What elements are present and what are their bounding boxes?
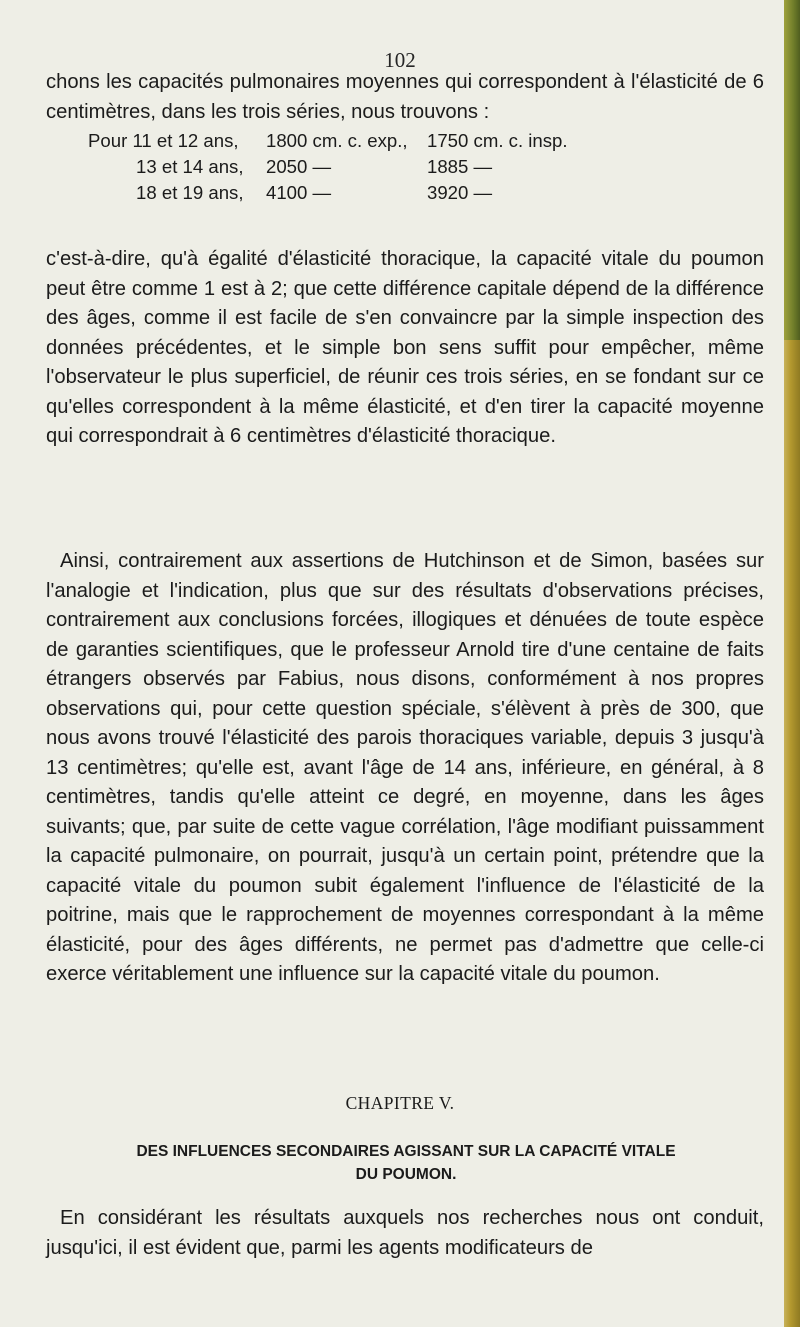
table-cell-insp: 1885 — xyxy=(427,156,493,177)
table-cell-exp: 4100 — xyxy=(266,182,332,203)
table-cell-exp: 2050 — xyxy=(266,156,332,177)
table-cell-ages: 18 et 19 ans, xyxy=(136,182,244,203)
paragraph-block-2 xyxy=(46,245,764,452)
opening-paragraph: chons les capacités pulmonaires moyennes qui correspondent à l'élasticité de 6 centimètres, dans les trois séries, nous trouvons : xyxy=(46,71,764,123)
table-cell-insp: 1750 cm. c. insp. xyxy=(427,130,568,151)
chapter-label: CHAPITRE V. xyxy=(345,1093,455,1113)
page-number: 102 xyxy=(384,48,416,72)
paragraph: c'est-à-dire, qu'à égalité d'élasticité thoracique, la capacité vitale du poumon peut être comme 1 est à 2; que cette différence capitale dépend de la différence des âges, comme il est facile de s'en convaincre par la simple inspection des données précédentes, et le simple bon sens suffit pour empêcher, même l'observateur le plus superficiel, de réunir ces trois séries, en se fondant sur ce qu'elles correspondent à la même élasticité, et d'en tirer la capacité moyenne qui correspondrait à 6 centimètres d'élasticité thoracique. xyxy=(46,248,764,447)
table-cell-ages: Pour 11 et 12 ans, xyxy=(88,130,239,151)
opening-paragraph-block xyxy=(46,68,764,127)
table-cell-insp: 3920 — xyxy=(427,182,493,203)
paragraph: En considérant les résultats auxquels nos recherches nous ont conduit, jusqu'ici, il est évident que, parmi les agents modificateurs de xyxy=(46,1207,764,1259)
table-cell-exp: 1800 cm. c. exp., xyxy=(266,130,408,151)
table-cell-ages: 13 et 14 ans, xyxy=(136,156,244,177)
table-row xyxy=(88,128,688,154)
paragraph-block-4 xyxy=(46,1204,764,1263)
chapter-heading-continued: DU POUMON. xyxy=(355,1166,457,1183)
chapter-heading: DES INFLUENCES SECONDAIRES AGISSANT SUR LA CAPACITÉ VITALE xyxy=(136,1143,676,1160)
paragraph: Ainsi, contrairement aux assertions de Hutchinson et de Simon, basées sur l'analogie et l'indication, plus que sur des résultats d'observations précises, contrairement aux conclusions forcées, illogiques et dénuées de toute espèce de garanties scientifiques, que le professeur Arnold tire d'une centaine de faits étrangers observés par Fabius, nous disons, conformément à nos propres observations qui, pour cette question spéciale, s'élèvent à près de 300, que nous avons trouvé l'élasticité des parois thoraciques variable, depuis 3 jusqu'à 13 centimètres; qu'elle est, avant l'âge de 14 ans, inférieure, en général, à 8 centimètres, tandis qu'elle atteint ce degré, en moyenne, dans les âges suivants; que, par suite de cette vague corrélation, l'âge modifiant puissamment la capacité pulmonaire, on pourrait, jusqu'à un certain point, prétendre que la capacité vitale du poumon subit également l'influence de l'élasticité de la poitrine, mais que le rapprochement de moyennes correspondant à la même élasticité, pour des âges différents, ne permet pas d'admettre que celle-ci exerce véritablement une influence sur la capacité vitale du poumon. xyxy=(46,550,764,985)
table-row xyxy=(88,154,688,180)
table-row xyxy=(88,180,688,206)
paragraph-block-3 xyxy=(46,547,764,990)
capacity-table xyxy=(88,128,688,206)
